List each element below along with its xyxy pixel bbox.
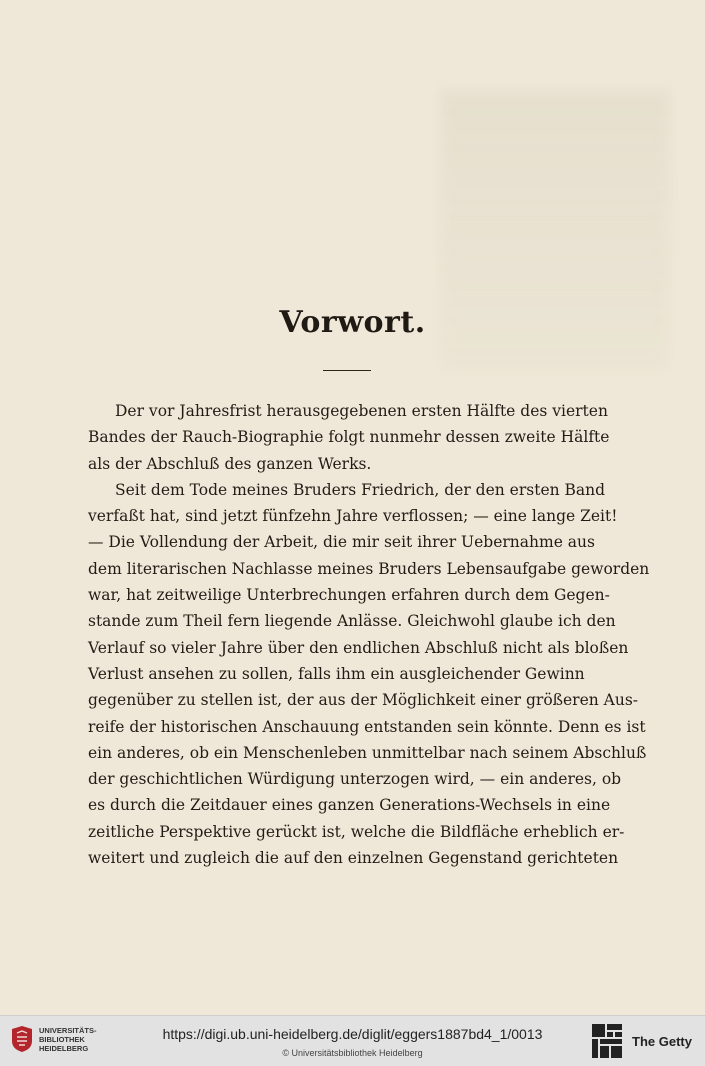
text-line: — Die Vollendung der Arbeit, die mir seit ihrer Uebernahme aus — [88, 533, 595, 552]
text-line: der geschichtlichen Würdigung unterzogen wird, — ein anderes, ob — [88, 770, 622, 789]
viewer-footer — [0, 1015, 705, 1066]
text-line: stande zum Theil fern liegende Anlässe. Gleichwohl glaube ich den — [88, 612, 616, 631]
text-line: Bandes der Rauch-Biographie folgt nunmehr dessen zweite Hälfte — [88, 428, 610, 447]
text-line: Der vor Jahresfrist herausgegebenen ersten Hälfte des vierten — [115, 402, 608, 420]
sponsor-name: The Getty — [632, 1034, 692, 1049]
title-divider — [323, 370, 371, 371]
text-line: als der Abschluß des ganzen Werks. — [88, 454, 372, 473]
page-title: Vorwort. — [279, 305, 426, 340]
text-line: ein anderes, ob ein Menschenleben unmittelbar nach seinem Abschluß — [88, 743, 647, 762]
getty-logo-icon — [592, 1024, 622, 1058]
copyright-notice: © Universitätsbibliothek Heidelberg — [282, 1048, 423, 1058]
library-name: UNIVERSITÄTS- BIBLIOTHEK HEIDELBERG — [39, 1025, 97, 1053]
text-line: Verlauf so vieler Jahre über den endlichen Abschluß nicht als bloßen — [88, 638, 629, 657]
text-line: verfaßt hat, sind jetzt fünfzehn Jahre verflossen; — eine lange Zeit! — [88, 507, 618, 526]
text-line: dem literarischen Nachlasse meines Bruders Lebensaufgabe geworden — [88, 559, 650, 578]
text-line: reife der historischen Anschauung entstanden sein könnte. Denn es ist — [88, 717, 646, 736]
text-line: Verlust ansehen zu sollen, falls ihm ein ausgleichender Gewinn — [88, 664, 585, 683]
text-line: gegenüber zu stellen ist, der aus der Möglichkeit einer größeren Aus- — [88, 691, 639, 710]
text-line: Seit dem Tode meines Bruders Friedrich, der den ersten Band — [115, 480, 606, 499]
paragraph-1 — [88, 398, 610, 477]
paragraph-2 — [88, 477, 650, 871]
sponsor-branding[interactable] — [592, 1024, 696, 1058]
body-text — [88, 398, 650, 871]
text-line: es durch die Zeitdauer eines ganzen Generations-Wechsels in eine — [88, 796, 611, 815]
text-line: war, hat zeitweilige Unterbrechungen erfahren durch dem Gegen- — [88, 586, 610, 605]
text-line: weitert und zugleich die auf den einzelnen Gegenstand gerichteten — [88, 849, 619, 868]
permalink-url[interactable]: https://digi.ub.uni-heidelberg.de/diglit/eggers1887bd4_1/0013 — [162, 1026, 543, 1042]
text-line: zeitliche Perspektive gerückt ist, welche die Bildfläche erheblich er- — [88, 822, 625, 841]
